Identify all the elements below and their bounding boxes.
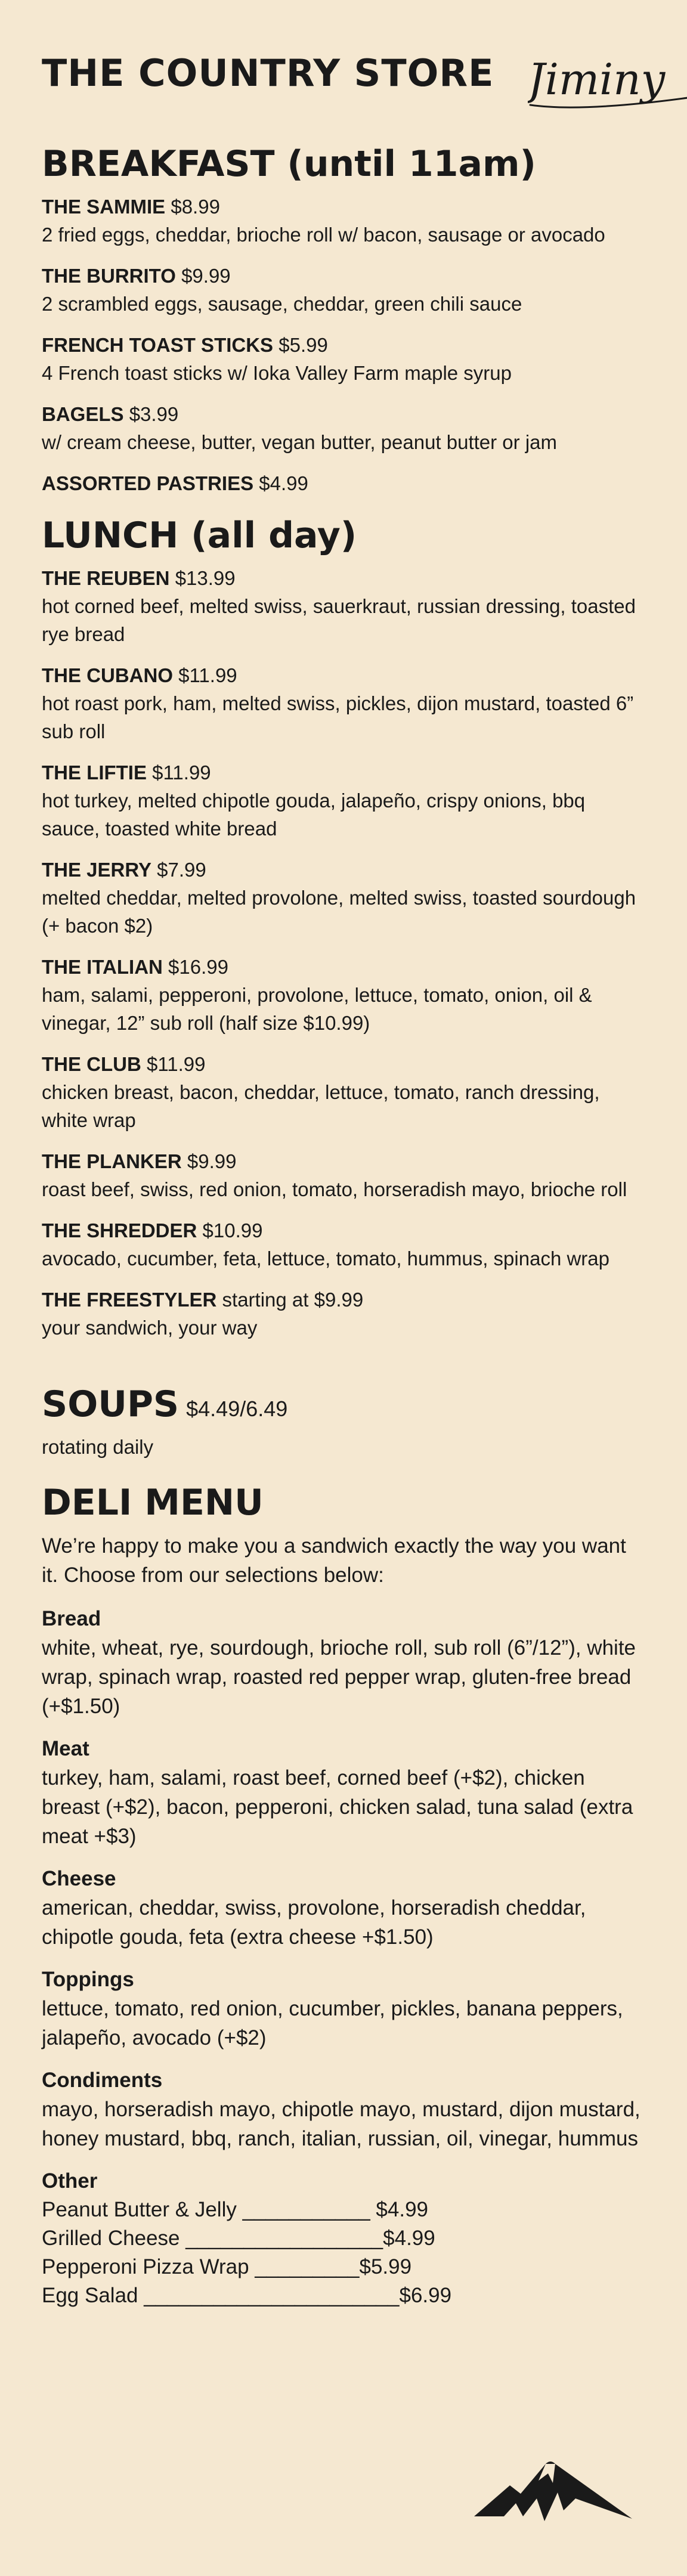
other-row: Pepperoni Pizza Wrap _________$5.99 [42,2255,412,2278]
item-price: $11.99 [178,664,237,686]
deli-group-text: american, cheddar, swiss, provolone, horseradish cheddar, chipotle gouda, feta (extra cheese +$1.50) [42,1896,586,1949]
item-name: THE SHREDDER [42,1219,197,1241]
menu-item [42,193,644,249]
menu-item [42,758,644,843]
item-desc: roast beef, swiss, red onion, tomato, horseradish mayo, brioche roll [42,1178,627,1200]
menu-item [42,1286,644,1342]
deli-group-meat [42,1734,644,1851]
item-name: BAGELS [42,403,124,425]
soups-title: SOUPS [42,1383,180,1425]
other-row: Grilled Cheese _________________$4.99 [42,2227,435,2250]
deli-group-label: Meat [42,1737,89,1760]
item-name: THE FREESTYLER [42,1289,217,1311]
item-name: THE CUBANO [42,664,173,686]
item-desc: w/ cream cheese, butter, vegan butter, peanut butter or jam [42,431,557,453]
breakfast-title: BREAKFAST (until 11am) [42,143,536,185]
deli-intro: We’re happy to make you a sandwich exactly the way you want it. Choose from our selections below: [42,1534,626,1587]
deli-section [42,1482,644,2323]
other-row: Egg Salad ______________________$6.99 [42,2284,452,2307]
item-name: THE CLUB [42,1053,141,1075]
lunch-section [42,515,644,1355]
item-price: $9.99 [181,265,231,287]
menu-item [42,564,644,648]
deli-group-label: Bread [42,1607,101,1630]
soups-heading [42,1383,644,1425]
item-desc: hot roast pork, ham, melted swiss, pickles, dijon mustard, toasted 6” sub roll [42,692,634,742]
item-name: THE PLANKER [42,1150,182,1172]
item-desc: your sandwich, your way [42,1317,258,1339]
menu-item [42,1050,644,1134]
soups-section [42,1383,644,1474]
item-price: $8.99 [171,196,220,218]
item-name: ASSORTED PASTRIES [42,472,254,494]
item-price: $3.99 [129,403,179,425]
deli-group-label: Condiments [42,2069,163,2092]
menu-item [42,661,644,745]
header [42,48,666,113]
deli-group-text: mayo, horseradish mayo, chipotle mayo, mustard, dijon mustard, honey mustard, bbq, ranch, italian, russian, oil, vinegar, hummus [42,2098,640,2150]
item-desc: hot turkey, melted chipotle gouda, jalapeño, crispy onions, bbq sauce, toasted white bread [42,789,586,840]
item-name: THE ITALIAN [42,956,163,978]
item-price: $16.99 [168,956,228,978]
deli-group-text: white, wheat, rye, sourdough, brioche roll, sub roll (6”/12”), white wrap, spinach wrap, roasted red pepper wrap, gluten-free bread (+$1.50) [42,1636,636,1718]
item-desc: 2 scrambled eggs, sausage, cheddar, green chili sauce [42,293,522,315]
menu-item [42,953,644,1037]
item-name: THE LIFTIE [42,761,147,784]
deli-group-toppings [42,1965,644,2052]
item-name: THE SAMMIE [42,196,166,218]
item-desc: avocado, cucumber, feta, lettuce, tomato, hummus, spinach wrap [42,1247,609,1270]
deli-group-label: Cheese [42,1867,116,1890]
item-price: $11.99 [147,1053,206,1075]
deli-group-other [42,2166,644,2310]
other-row: Peanut Butter & Jelly ___________ $4.99 [42,2198,428,2221]
item-desc: 4 French toast sticks w/ Ioka Valley Farm maple syrup [42,362,512,384]
deli-group-text: lettuce, tomato, red onion, cucumber, pickles, banana peppers, jalapeño, avocado (+$2) [42,1997,623,2049]
item-name: THE REUBEN [42,567,170,589]
breakfast-section [42,143,644,510]
item-price: $10.99 [202,1219,263,1241]
deli-group-cheese [42,1864,644,1952]
deli-group-condiments [42,2066,644,2153]
menu-item [42,1147,644,1203]
item-desc: ham, salami, pepperoni, provolone, lettuce, tomato, onion, oil & vinegar, 12” sub roll (half size $10.99) [42,984,592,1034]
store-name: THE COUNTRY STORE [42,51,494,95]
menu-item [42,1216,644,1272]
menu-item [42,400,644,456]
item-name: THE JERRY [42,859,151,881]
deli-group-bread [42,1604,644,1721]
item-price: starting at $9.99 [222,1289,364,1311]
menu-item [42,331,644,387]
item-desc: chicken breast, bacon, cheddar, lettuce, tomato, ranch dressing, white wrap [42,1081,600,1131]
item-name: THE BURRITO [42,265,176,287]
item-price: $5.99 [278,334,328,356]
script-name: Jiminy [528,54,666,104]
item-desc: 2 fried eggs, cheddar, brioche roll w/ bacon, sausage or avocado [42,224,605,246]
menu-item [42,262,644,318]
deli-title: DELI MENU [42,1482,264,1524]
item-price: $11.99 [152,761,211,784]
lunch-title: LUNCH (all day) [42,515,357,556]
deli-group-text: turkey, ham, salami, roast beef, corned beef (+$2), chicken breast (+$2), bacon, pepperoni, chicken salad, tuna salad (extra meat +$3) [42,1766,633,1848]
menu-item [42,856,644,940]
soups-price: $4.49/6.49 [186,1397,288,1421]
item-price: $13.99 [175,567,236,589]
item-name: FRENCH TOAST STICKS [42,334,274,356]
deli-group-label: Toppings [42,1968,134,1991]
item-price: $9.99 [187,1150,237,1172]
jiminy-script-logo [528,48,687,116]
item-desc: melted cheddar, melted provolone, melted swiss, toasted sourdough (+ bacon $2) [42,887,636,937]
item-price: $4.99 [259,472,308,494]
deli-group-label: Other [42,2169,98,2193]
menu-item [42,469,644,497]
item-desc: hot corned beef, melted swiss, sauerkraut, russian dressing, toasted rye bread [42,595,636,645]
item-price: $7.99 [157,859,206,881]
mountain-icon [474,2457,632,2522]
soups-desc: rotating daily [42,1436,154,1458]
